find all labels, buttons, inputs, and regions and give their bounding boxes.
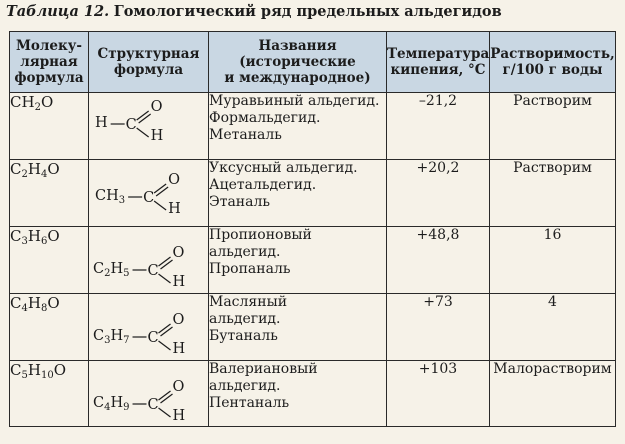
- solubility: Растворим: [490, 93, 616, 160]
- molecular-formula: $C_4H_8O$: [10, 294, 89, 361]
- compound-name: Ацетальдегид.: [209, 177, 317, 193]
- radical-group: $C_2H_5$: [93, 261, 130, 279]
- compound-name: Метаналь: [209, 127, 282, 143]
- table-row: [10, 93, 616, 160]
- table-row: [10, 294, 616, 361]
- structural-formula: [89, 227, 209, 294]
- solubility: 4: [490, 294, 616, 361]
- structural-formula: [89, 93, 209, 160]
- radical-group: $C_3H_7$: [93, 328, 130, 346]
- hydrogen-atom: H: [172, 408, 186, 424]
- hydrogen-atom: H: [168, 201, 181, 217]
- table-caption: [6, 3, 502, 21]
- solubility: 16: [490, 227, 616, 294]
- compound-name: Уксусный альдегид.: [209, 160, 358, 176]
- carbon-atom: C: [147, 263, 159, 279]
- table-header-row: [10, 32, 616, 93]
- radical-group: $CH_3$: [95, 188, 126, 206]
- compound-name: Валериановый: [209, 361, 318, 377]
- compound-name: Пентаналь: [209, 395, 290, 411]
- solubility: Растворим: [490, 160, 616, 227]
- caption-text: Гомологический ряд предельных альдегидов: [113, 3, 502, 20]
- structural-formula: [89, 160, 209, 227]
- compound-name: Этаналь: [209, 194, 270, 210]
- molecular-formula: $C_5H_{10}O$: [10, 361, 89, 427]
- header-formula: Молеку- лярная формула: [10, 32, 89, 93]
- oxygen-atom: O: [172, 245, 185, 261]
- boiling-point: –21,2: [387, 93, 490, 160]
- compound-name: Масляный: [209, 294, 288, 310]
- compound-name: Муравьиный альдегид.: [209, 93, 380, 109]
- compound-name: Пропаналь: [209, 261, 291, 277]
- compound-name: Бутаналь: [209, 328, 278, 344]
- aldehyde-structure: [93, 312, 203, 360]
- carbon-atom: C: [125, 117, 137, 133]
- bond-lines: [93, 249, 213, 295]
- oxygen-atom: O: [172, 312, 185, 328]
- carbon-atom: C: [147, 397, 159, 413]
- hydrogen-atom: H: [172, 274, 186, 290]
- bond-lines: [93, 383, 213, 429]
- oxygen-atom: O: [150, 99, 163, 115]
- boiling-point: +20,2: [387, 160, 490, 227]
- table-row: [10, 160, 616, 227]
- header-boiling-point: Температура кипения, °C: [387, 32, 490, 93]
- compound-name: альдегид.: [209, 311, 281, 327]
- compound-names: [209, 294, 387, 361]
- aldehyde-structure: [95, 172, 205, 220]
- molecular-formula: $C_2H_4O$: [10, 160, 89, 227]
- oxygen-atom: O: [172, 379, 185, 395]
- radical-group: $C_4H_9$: [93, 395, 130, 413]
- compound-name: Формальдегид.: [209, 110, 321, 126]
- bond-lines: [93, 316, 213, 362]
- carbon-atom: C: [143, 190, 155, 206]
- oxygen-atom: O: [168, 172, 181, 188]
- boiling-point: +73: [387, 294, 490, 361]
- structural-formula: [89, 294, 209, 361]
- solubility: Малорастворим: [490, 361, 616, 427]
- aldehyde-structure: [93, 245, 203, 293]
- structural-formula: [89, 361, 209, 427]
- molecular-formula: $CH_2O$: [10, 93, 89, 160]
- header-solubility: Растворимость, г/100 г воды: [490, 32, 616, 93]
- table-row: [10, 227, 616, 294]
- compound-name: Пропионовый: [209, 227, 312, 243]
- aldehydes-table: [9, 31, 616, 427]
- compound-names: [209, 93, 387, 160]
- bond-lines: [95, 176, 215, 222]
- compound-name: альдегид.: [209, 378, 281, 394]
- molecular-formula: $C_3H_6O$: [10, 227, 89, 294]
- header-names: Названия (исторические и международное): [209, 32, 387, 93]
- compound-names: [209, 361, 387, 427]
- header-structure: Структурная формула: [89, 32, 209, 93]
- radical-group: H: [95, 115, 108, 131]
- boiling-point: +103: [387, 361, 490, 427]
- compound-name: альдегид.: [209, 244, 281, 260]
- compound-names: [209, 160, 387, 227]
- hydrogen-atom: H: [172, 341, 186, 357]
- hydrogen-atom: H: [150, 128, 164, 144]
- carbon-atom: C: [147, 330, 159, 346]
- compound-names: [209, 227, 387, 294]
- boiling-point: +48,8: [387, 227, 490, 294]
- aldehyde-structure: [95, 99, 205, 147]
- table-row: [10, 361, 616, 427]
- caption-label: Таблица 12.: [6, 3, 110, 20]
- aldehyde-structure: [93, 379, 203, 427]
